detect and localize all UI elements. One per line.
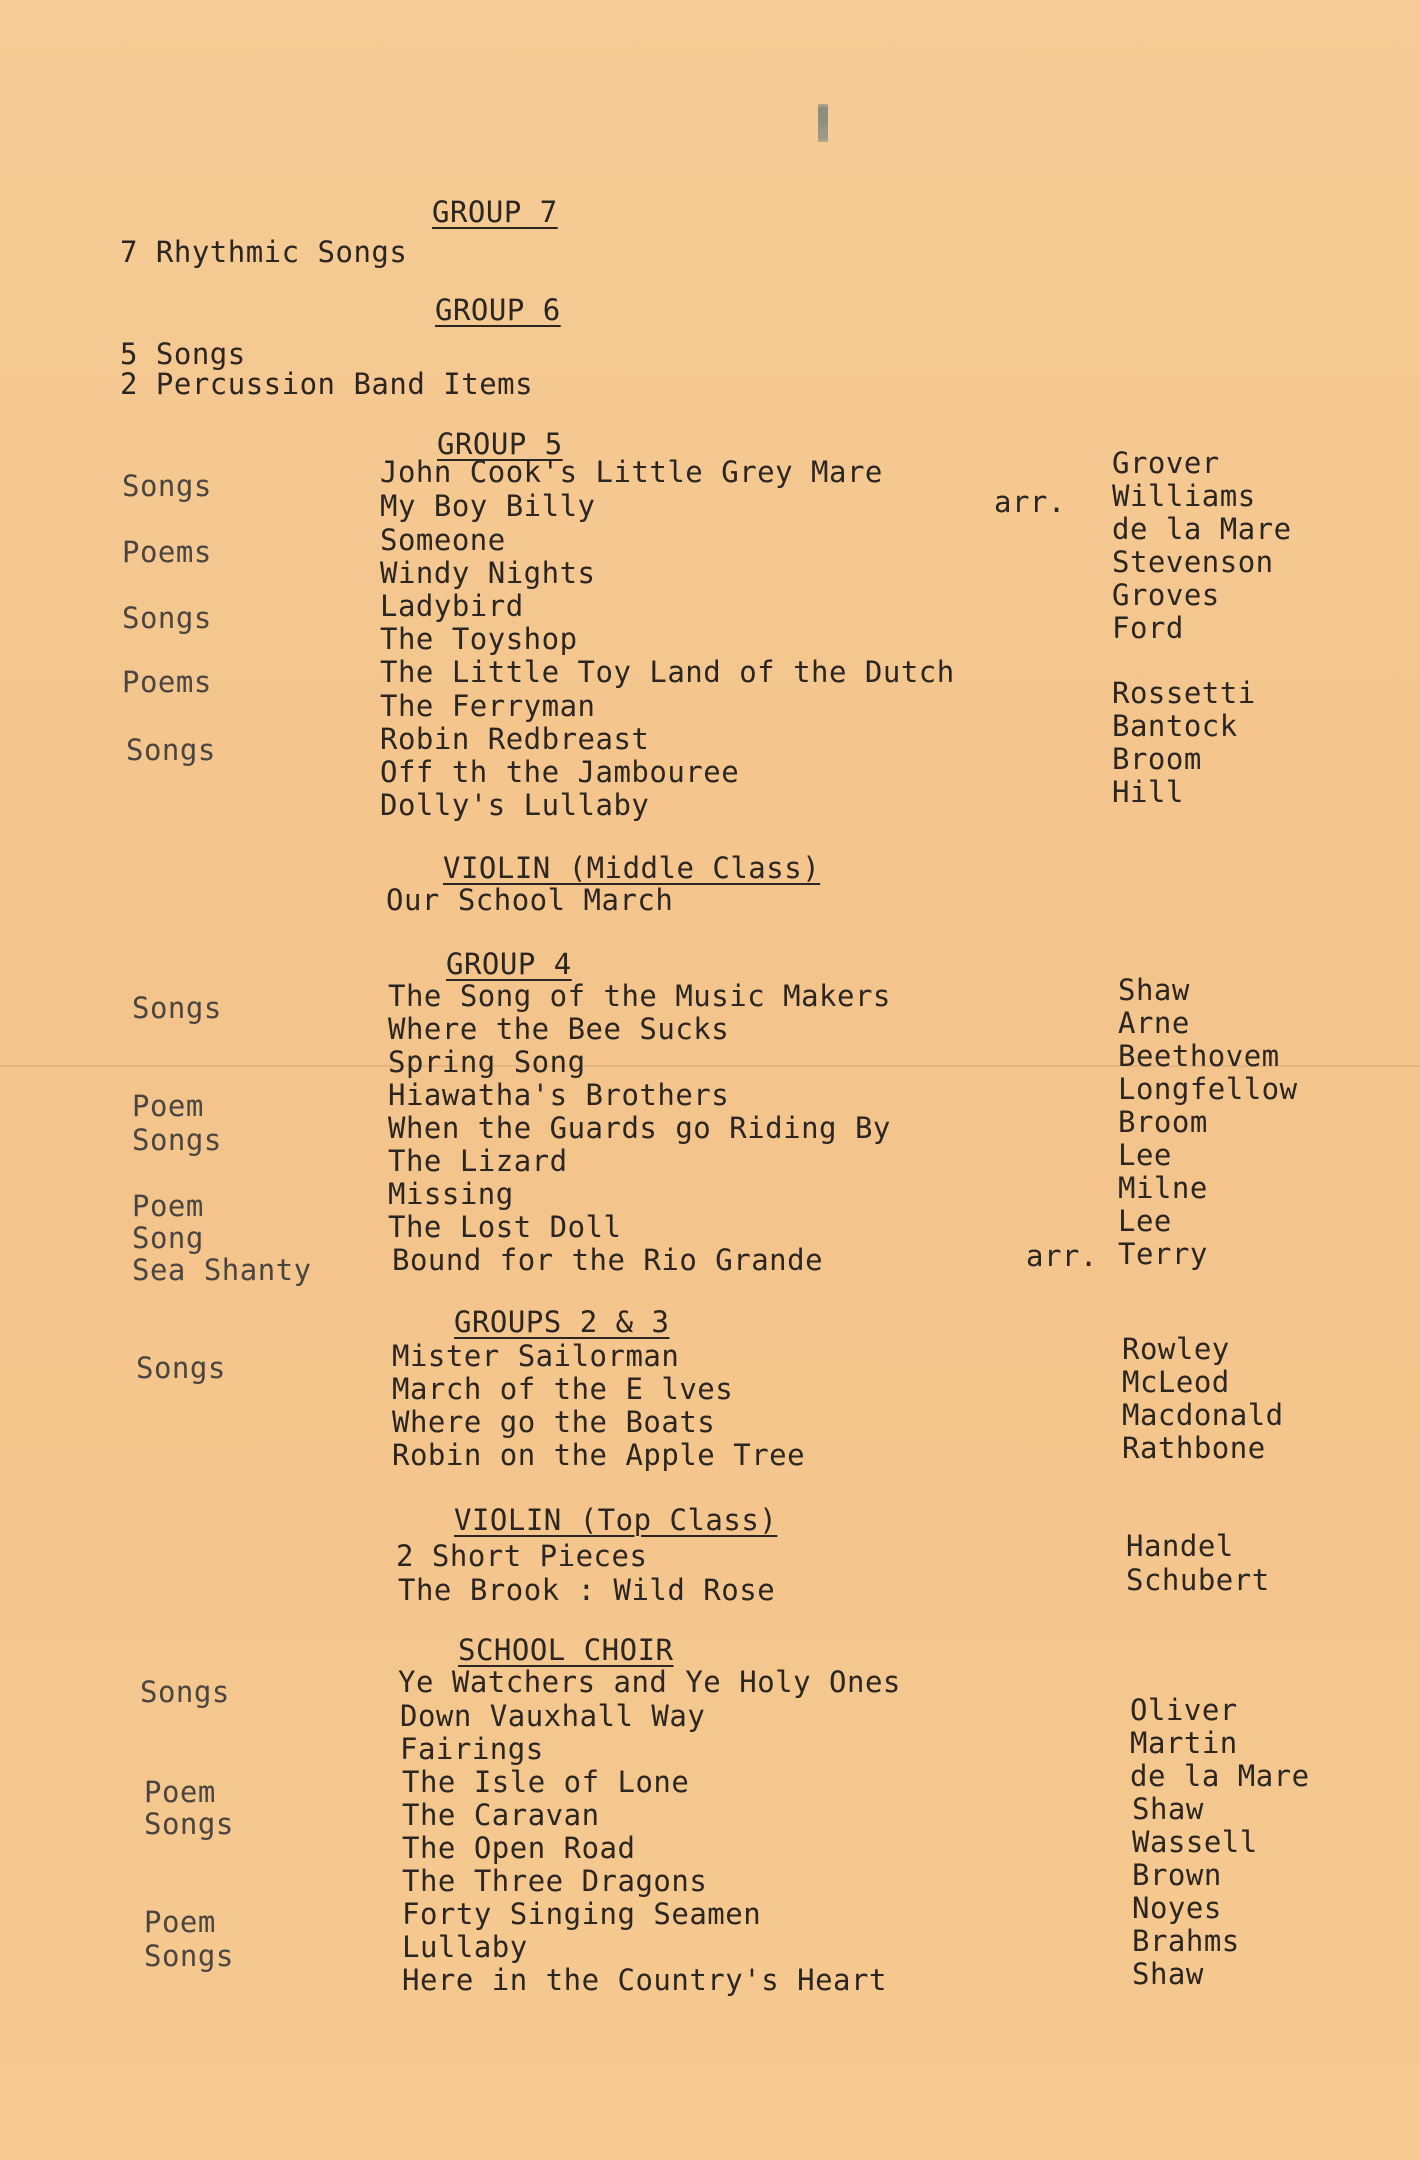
piece-title: March of the E lves xyxy=(392,1372,734,1406)
piece-title: The Open Road xyxy=(402,1831,636,1865)
composer: Rathbone xyxy=(1122,1431,1266,1465)
piece-title: The Three Dragons xyxy=(402,1864,708,1898)
piece-title: The Isle of Lone xyxy=(402,1765,690,1799)
violin-middle-heading: VIOLIN (Middle Class) xyxy=(443,851,821,885)
piece-title: The Ferryman xyxy=(380,689,596,723)
piece-title: Where the Bee Sucks xyxy=(388,1012,730,1046)
piece-title: When the Guards go Riding By xyxy=(388,1111,891,1145)
composer: Lee xyxy=(1118,1138,1172,1172)
composer: de la Mare xyxy=(1130,1759,1310,1793)
composer: Terry xyxy=(1118,1237,1208,1271)
piece-title: The Lizard xyxy=(388,1144,568,1178)
piece-title: Where go the Boats xyxy=(392,1405,716,1439)
piece-title: The Brook : Wild Rose xyxy=(398,1573,776,1607)
composer: McLeod xyxy=(1122,1365,1230,1399)
composer: Milne xyxy=(1118,1171,1208,1205)
category-label: Songs xyxy=(132,1123,222,1157)
category-label: Songs xyxy=(122,469,212,503)
composer: Schubert xyxy=(1126,1563,1270,1597)
composer: Martin xyxy=(1130,1726,1238,1760)
composer: Stevenson xyxy=(1112,545,1274,579)
category-label: Poem xyxy=(132,1189,204,1223)
category-label: Songs xyxy=(136,1351,226,1385)
choir-heading: SCHOOL CHOIR xyxy=(458,1633,674,1667)
composer: Macdonald xyxy=(1122,1398,1284,1432)
piece-title: The Lost Doll xyxy=(388,1210,622,1244)
piece-title: The Little Toy Land of the Dutch xyxy=(380,655,955,689)
groups23-heading: GROUPS 2 & 3 xyxy=(454,1305,670,1339)
composer: Longfellow xyxy=(1118,1072,1298,1106)
group4-heading: GROUP 4 xyxy=(446,947,572,981)
piece-title: Here in the Country's Heart xyxy=(402,1963,887,1997)
category-label: Poem xyxy=(144,1775,216,1809)
composer: Rowley xyxy=(1122,1332,1230,1366)
group5-heading: GROUP 5 xyxy=(437,427,563,461)
composer: Brahms xyxy=(1132,1924,1240,1958)
composer: Oliver xyxy=(1130,1693,1238,1727)
category-label: Poems xyxy=(122,665,212,699)
arr-label: arr. xyxy=(1026,1239,1098,1273)
category-label: Songs xyxy=(144,1807,234,1841)
composer: Rossetti xyxy=(1112,676,1256,710)
piece-title: Fairings xyxy=(400,1732,544,1766)
composer: de la Mare xyxy=(1112,512,1292,546)
piece-title: Robin on the Apple Tree xyxy=(392,1438,806,1472)
category-label: Sea Shanty xyxy=(132,1253,312,1287)
composer: Shaw xyxy=(1132,1792,1204,1826)
composer: Shaw xyxy=(1118,973,1190,1007)
piece-title: The Toyshop xyxy=(380,622,578,656)
piece-title: 2 Short Pieces xyxy=(396,1539,648,1573)
composer: Beethovem xyxy=(1118,1039,1280,1073)
composer: Lee xyxy=(1118,1204,1172,1238)
composer: Shaw xyxy=(1132,1957,1204,1991)
composer: Handel xyxy=(1126,1529,1234,1563)
piece-title: Our School March xyxy=(386,883,674,917)
piece-title: Down Vauxhall Way xyxy=(400,1699,706,1733)
piece-title: Ye Watchers and Ye Holy Ones xyxy=(398,1665,901,1699)
piece-title: Bound for the Rio Grande xyxy=(392,1243,824,1277)
group6-heading: GROUP 6 xyxy=(435,293,561,327)
piece-title: Hiawatha's Brothers xyxy=(388,1078,730,1112)
group7-item: 7 Rhythmic Songs xyxy=(120,235,408,269)
composer: Wassell xyxy=(1132,1825,1258,1859)
category-label: Song xyxy=(132,1221,204,1255)
violin-top-heading: VIOLIN (Top Class) xyxy=(454,1503,778,1537)
composer: Arne xyxy=(1118,1006,1190,1040)
category-label: Songs xyxy=(132,991,222,1025)
piece-title: Off th the Jambouree xyxy=(380,755,740,789)
composer: Bantock xyxy=(1112,709,1238,743)
composer: Hill xyxy=(1112,775,1184,809)
category-label: Songs xyxy=(126,733,216,767)
category-label: Songs xyxy=(144,1939,234,1973)
piece-title: Spring Song xyxy=(388,1045,586,1079)
composer: Groves xyxy=(1112,578,1220,612)
group6-item: 2 Percussion Band Items xyxy=(120,367,534,401)
arr-label: arr. xyxy=(994,485,1066,519)
category-label: Poem xyxy=(132,1089,204,1123)
composer: Noyes xyxy=(1132,1891,1222,1925)
piece-title: Mister Sailorman xyxy=(392,1339,680,1373)
composer: Broom xyxy=(1112,742,1202,776)
category-label: Songs xyxy=(140,1675,230,1709)
category-label: Poem xyxy=(144,1905,216,1939)
composer: Williams xyxy=(1112,479,1256,513)
piece-title: The Song of the Music Makers xyxy=(388,979,891,1013)
piece-title: Someone xyxy=(380,523,506,557)
composer: Grover xyxy=(1112,446,1220,480)
piece-title: Forty Singing Seamen xyxy=(402,1897,762,1931)
group7-heading: GROUP 7 xyxy=(432,195,558,229)
piece-title: My Boy Billy xyxy=(380,489,596,523)
group6-item: 5 Songs xyxy=(120,337,246,371)
composer: Broom xyxy=(1118,1105,1208,1139)
composer: Ford xyxy=(1112,611,1184,645)
piece-title: Dolly's Lullaby xyxy=(380,788,650,822)
piece-title: Windy Nights xyxy=(380,556,596,590)
piece-title: Lullaby xyxy=(402,1930,528,1964)
category-label: Poems xyxy=(122,535,212,569)
piece-title: Ladybird xyxy=(380,589,524,623)
composer: Brown xyxy=(1132,1858,1222,1892)
piece-title: Robin Redbreast xyxy=(380,722,650,756)
category-label: Songs xyxy=(122,601,212,635)
piece-title: Missing xyxy=(388,1177,514,1211)
piece-title: The Caravan xyxy=(402,1798,600,1832)
piece-title: John Cook's Little Grey Mare xyxy=(380,455,883,489)
ink-mark xyxy=(818,104,828,142)
